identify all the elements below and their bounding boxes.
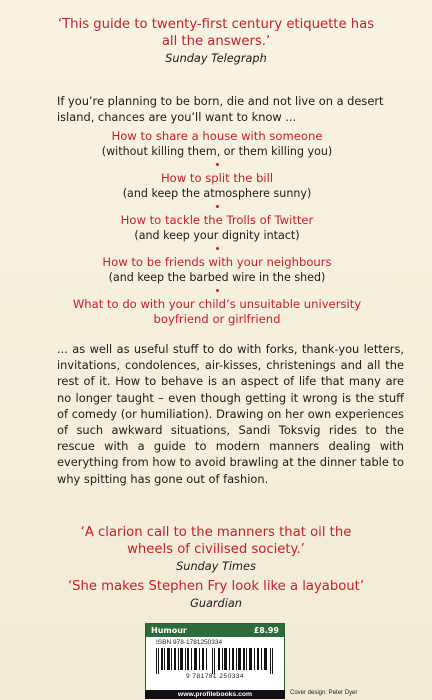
item-subtitle: (and keep the barbed wire in the shed) bbox=[108, 271, 326, 284]
item-title: How to tackle the Trolls of Twitter bbox=[120, 213, 314, 227]
item-title: How to be friends with your neighbours bbox=[102, 255, 332, 269]
quote-text-line: wheels of civilised society.’ bbox=[127, 542, 305, 557]
topic-list bbox=[47, 129, 387, 327]
item-subtitle: (and keep the atmosphere sunny) bbox=[122, 187, 312, 200]
list-item bbox=[47, 129, 387, 159]
isbn-text: ISBN 978-1781250334 bbox=[156, 639, 223, 646]
bullet-dot-icon bbox=[216, 289, 219, 292]
quote-text: ‘She makes Stephen Fry look like a layabout’ bbox=[67, 579, 365, 594]
quote-source: Guardian bbox=[190, 597, 242, 610]
item-title-continued: boyfriend or girlfriend bbox=[153, 312, 281, 326]
quote-text-line: ‘This guide to twenty-first century etiquette has bbox=[57, 17, 375, 32]
category-label: Humour bbox=[151, 626, 187, 635]
quote-text-line: all the answers.’ bbox=[161, 34, 271, 49]
item-subtitle: (and keep your dignity intact) bbox=[134, 229, 300, 242]
list-item bbox=[47, 255, 387, 285]
bullet-dot-icon bbox=[216, 205, 219, 208]
barcode-digits: 9 781781 250334 bbox=[185, 673, 245, 680]
quote-text-line: ‘A clarion call to the manners that oil the bbox=[80, 525, 352, 540]
list-item bbox=[47, 213, 387, 243]
list-item bbox=[47, 297, 387, 327]
barcode-icon bbox=[154, 648, 276, 674]
price-label: £8.99 bbox=[253, 626, 279, 635]
publisher-website: www.profilebooks.com bbox=[145, 690, 285, 699]
item-title: How to split the bill bbox=[160, 171, 274, 185]
list-item bbox=[47, 171, 387, 201]
bullet-dot-icon bbox=[216, 247, 219, 250]
quote-source: Sunday Times bbox=[176, 560, 256, 573]
item-subtitle: (without killing them, or them killing you) bbox=[101, 145, 333, 158]
price-strip bbox=[146, 624, 284, 637]
item-title: How to share a house with someone bbox=[111, 129, 323, 143]
quote-sunday-telegraph bbox=[46, 16, 386, 66]
quote-sunday-times bbox=[46, 524, 386, 574]
barcode-panel bbox=[145, 623, 285, 691]
intro-paragraph: If you’re planning to be born, die and not live on a desert island, chances are you’ll want to know ... bbox=[57, 94, 384, 124]
item-title: What to do with your child’s unsuitable university bbox=[72, 297, 362, 311]
cover-credit: Cover design: Peter Dyer bbox=[290, 690, 358, 696]
bullet-dot-icon bbox=[216, 163, 219, 166]
quote-guardian bbox=[46, 578, 386, 611]
description-paragraph: ... as well as useful stuff to do with forks, thank-you letters, invitations, condolences, air-kisses, christenings and all the rest of it. How to behave is an aspect of life that many are no longer taught – even though getting it wrong is the stuff of comedy (or humiliation). Drawing on her own experiences of such awkward situations, Sandi Toksvig rides to the rescue with a guide to modern manners dealing with everything from how to avoid brawling at the dinner table to why spitting has gone out of fashion. bbox=[57, 342, 404, 486]
quote-source: Sunday Telegraph bbox=[165, 52, 267, 65]
